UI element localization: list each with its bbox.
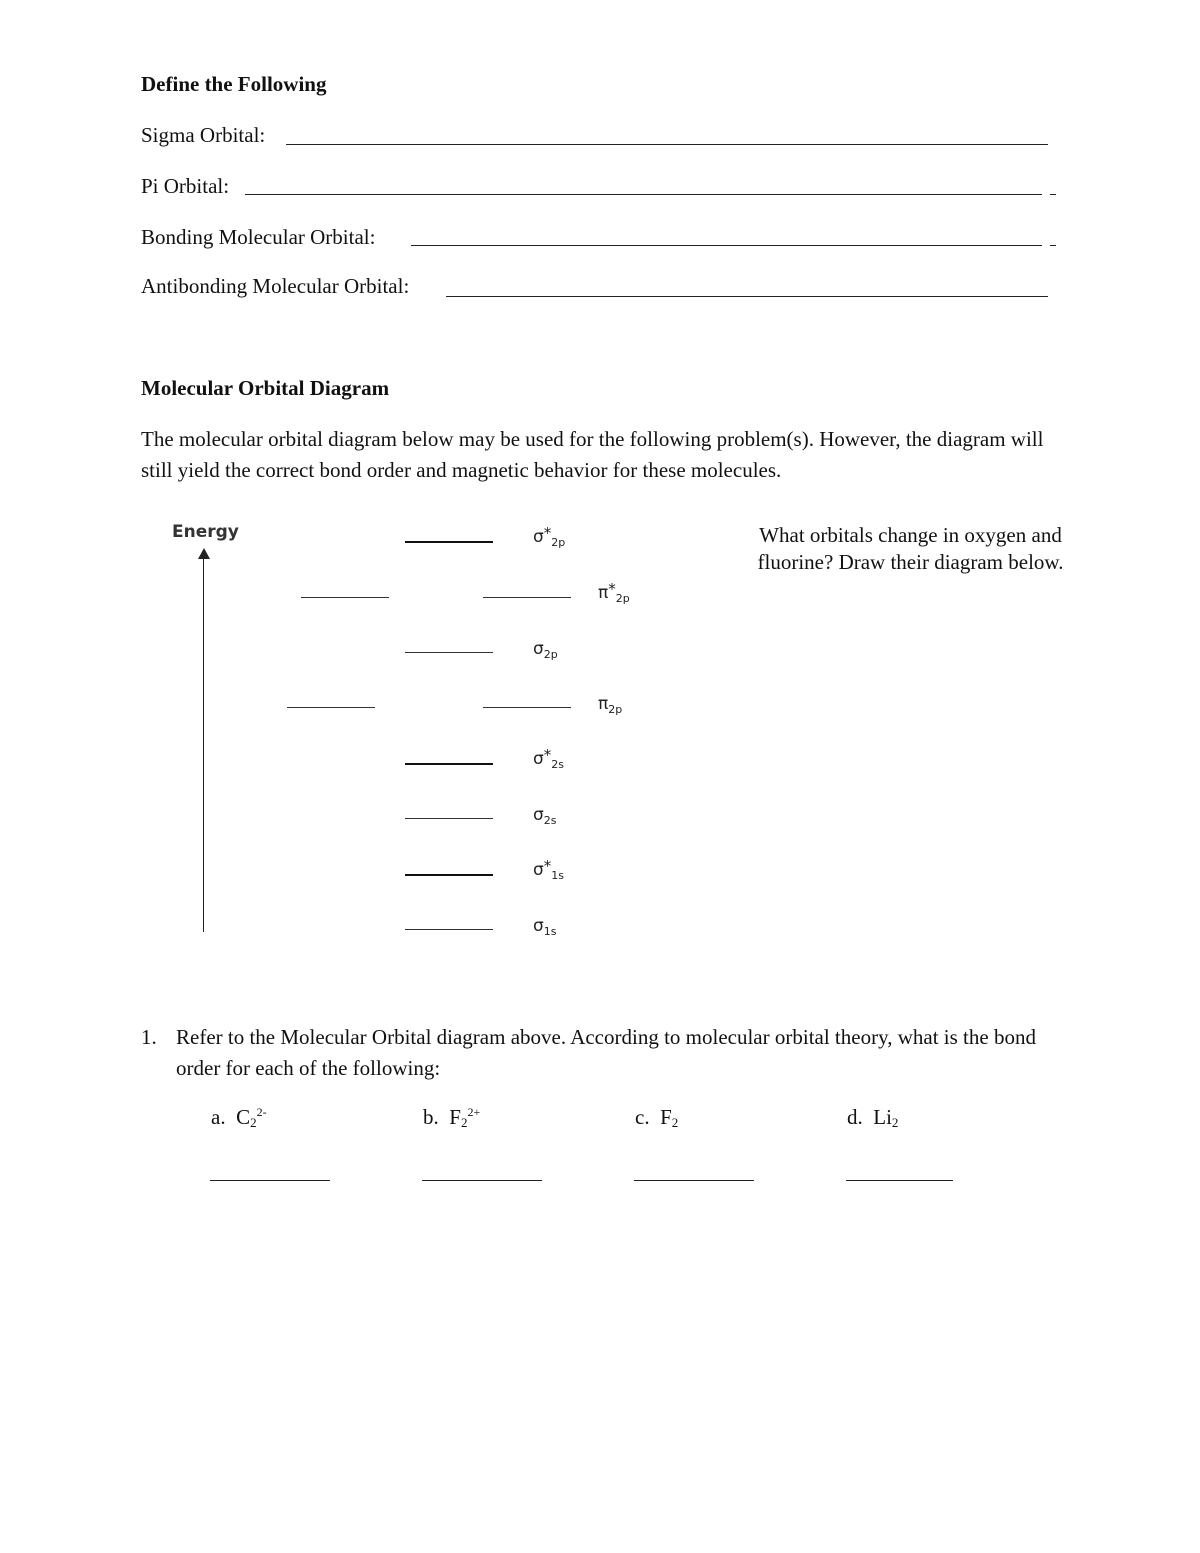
level-pi-2p-b (483, 707, 571, 708)
level-pi-star-2p-a (301, 597, 389, 598)
choice-b: b. $F_2^{2+}$ (423, 1105, 481, 1130)
question-text: Refer to the Molecular Orbital diagram above. According to molecular orbital theory, what is the bond order for each of the following: (176, 1025, 1036, 1080)
orbital-label-sigma-2s: $\sigma_{2s}$ (533, 805, 557, 827)
level-sigma-star-1s (405, 874, 493, 876)
define-heading: Define the Following (141, 72, 327, 96)
level-sigma-1s (405, 929, 493, 930)
orbital-label-pi-star-2p: $\pi*_{2p}$ (598, 580, 630, 605)
level-pi-star-2p-b (483, 597, 571, 598)
definition-pi-orbital (141, 174, 229, 199)
answer-blank-c[interactable] (634, 1180, 754, 1181)
orbital-label-sigma-1s: $\sigma_{1s}$ (533, 916, 557, 938)
answer-blank-antibonding[interactable] (446, 296, 1048, 297)
energy-arrow-icon (198, 548, 210, 559)
energy-axis-label: Energy (172, 522, 239, 542)
answer-blank-a[interactable] (210, 1180, 330, 1181)
choice-a: a. $C_2^{2-}$ (211, 1105, 267, 1130)
choice-d: d. $Li_2$ (847, 1105, 899, 1130)
definition-antibonding-mo (141, 274, 409, 299)
definition-label: Bonding Molecular Orbital: (141, 225, 376, 249)
orbital-label-sigma-star-2s: $\sigma*_{2s}$ (533, 746, 565, 771)
definition-label: Sigma Orbital: (141, 123, 266, 147)
mo-intro-paragraph: The molecular orbital diagram below may be used for the following problem(s). However, the diagram will still yield the correct bond order and magnetic behavior for these molecules. (141, 427, 1044, 482)
definition-sigma-orbital (141, 123, 265, 148)
mo-heading: Molecular Orbital Diagram (141, 376, 390, 400)
blank-tick (1050, 245, 1056, 246)
answer-blank-bonding[interactable] (411, 245, 1042, 246)
level-sigma-star-2s (405, 763, 493, 765)
level-sigma-star-2p (405, 541, 493, 543)
level-pi-2p-a (287, 707, 375, 708)
orbital-label-sigma-2p: $\sigma_{2p}$ (533, 639, 558, 661)
answer-blank-d[interactable] (846, 1180, 953, 1181)
level-sigma-2p (405, 652, 493, 653)
question-number: 1. (141, 1025, 157, 1049)
orbital-label-sigma-star-1s: $\sigma*_{1s}$ (533, 857, 565, 882)
answer-blank-pi[interactable] (245, 194, 1042, 195)
blank-tick (1050, 194, 1056, 195)
definition-label: Pi Orbital: (141, 174, 230, 198)
orbital-label-sigma-star-2p: $\sigma*_{2p}$ (533, 524, 566, 549)
choice-c: c. $F_2$ (635, 1105, 679, 1130)
side-note: What orbitals change in oxygen and fluorine? Draw their diagram below. (757, 523, 1064, 574)
answer-blank-sigma[interactable] (286, 144, 1048, 145)
definition-bonding-mo (141, 225, 375, 250)
level-sigma-2s (405, 818, 493, 819)
energy-axis (203, 558, 204, 932)
answer-blank-b[interactable] (422, 1180, 542, 1181)
definition-label: Antibonding Molecular Orbital: (141, 274, 410, 298)
orbital-label-pi-2p: $\pi_{2p}$ (598, 694, 623, 716)
